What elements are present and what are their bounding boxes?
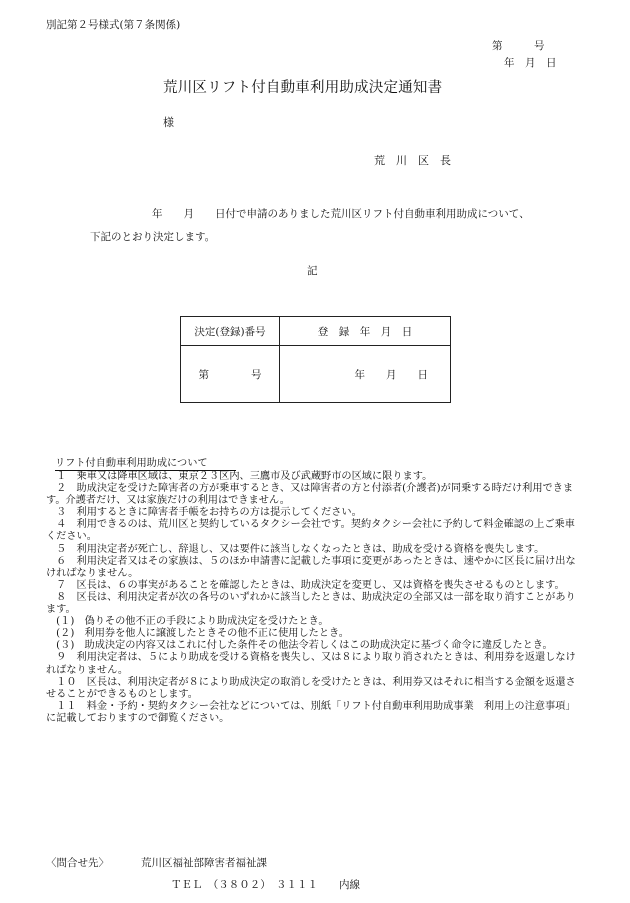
body-line-1: 年 月 日付で申請のありました荒川区リフト付自動車利用助成について、 — [152, 208, 530, 220]
registration-number-header: 決定(登録)番号 — [181, 317, 280, 346]
note-item: １０ 区長は、利用決定者が８により助成決定の取消しを受けたときは、利用券又はそれに相当する金額を返還させることができるものとします。 — [46, 676, 576, 700]
contact-department: 荒川区福祉部障害者福祉課 — [141, 857, 267, 869]
note-item: (２) 利用券を他人に譲渡したときその他不正に使用したとき。 — [46, 628, 349, 640]
note-item: (１) 偽りその他不正の手段により助成決定を受けたとき。 — [46, 616, 329, 628]
contact-label: 〈問合せ先〉 — [46, 857, 109, 869]
body-line-2: 下記のとおり決定します。 — [90, 231, 216, 243]
note-item: ２ 助成決定を受けた障害者の方が乗車するとき、又は障害者の方と付添者(介護者)が同乗する時だけ利用できます。介護者だけ、又は家族だけの利用はできません。 — [46, 483, 574, 507]
note-item: １ 乗車又は降車区域は、東京２３区内、三鷹市及び武蔵野市の区域に限ります。 — [46, 471, 433, 482]
registration-date-value: 年 月 日 — [280, 346, 451, 403]
note-item: ７ 区長は、６の事実があることを確認したときは、助成決定を変更し、又は資格を喪失させるものとします。 — [46, 579, 565, 591]
note-item: ３ 利用するときに障害者手帳をお持ちの方は提示してください。 — [46, 507, 362, 519]
note-item: ９ 利用決定者は、５により助成を受ける資格を喪失し、又は８により取り消されたときは、利用券を返還しなければなりません。 — [46, 652, 576, 676]
form-number: 別記第２号様式(第７条関係) — [46, 19, 181, 31]
addressee: 様 — [163, 116, 174, 129]
registration-number-value: 第 号 — [181, 346, 280, 403]
document-date: 年 月 日 — [504, 57, 557, 69]
issuer: 荒 川 区 長 — [374, 154, 451, 167]
ki-heading: 記 — [307, 265, 318, 277]
note-item: ６ 利用決定者又はその家族は、５のほか申請書に記載した事項に変更があったときは、速やかに区長に届け出なければなりません。 — [46, 555, 576, 579]
registration-date-header: 登 録 年 月 日 — [280, 317, 451, 346]
contact-tel: ＴＥＬ （３８０２） ３１１１ 内線 — [171, 879, 360, 891]
note-item: ８ 区長は、利用決定者が次の各号のいずれかに該当したときは、助成決定の全部又は一部を取り消すことがあります。 — [46, 591, 576, 616]
note-item: (３) 助成決定の内容又はこれに付した条件その他法令若しくはこの助成決定に基づく命令に違反したとき。 — [46, 640, 553, 652]
notes-section — [46, 458, 582, 725]
document-number: 第 号 — [492, 40, 545, 52]
notes-list — [46, 471, 582, 725]
note-item: ４ 利用できるのは、荒川区と契約しているタクシー会社です。契約タクシー会社に予約して料金確認の上ご乗車ください。 — [46, 519, 575, 543]
note-item: ５ 利用決定者が死亡し、辞退し、又は要件に該当しなくなったときは、助成を受ける資格を喪失します。 — [46, 543, 545, 555]
page-title: 荒川区リフト付自動車利用助成決定通知書 — [163, 80, 443, 96]
notes-heading: リフト付自動車利用助成について — [55, 458, 236, 471]
registration-table — [180, 316, 451, 403]
note-item: １１ 料金・予約・契約タクシー会社などについては、別紙「リフト付自動車利用助成事業 利用上の注意事項」に記載しておりますので御覧ください。 — [46, 700, 576, 724]
